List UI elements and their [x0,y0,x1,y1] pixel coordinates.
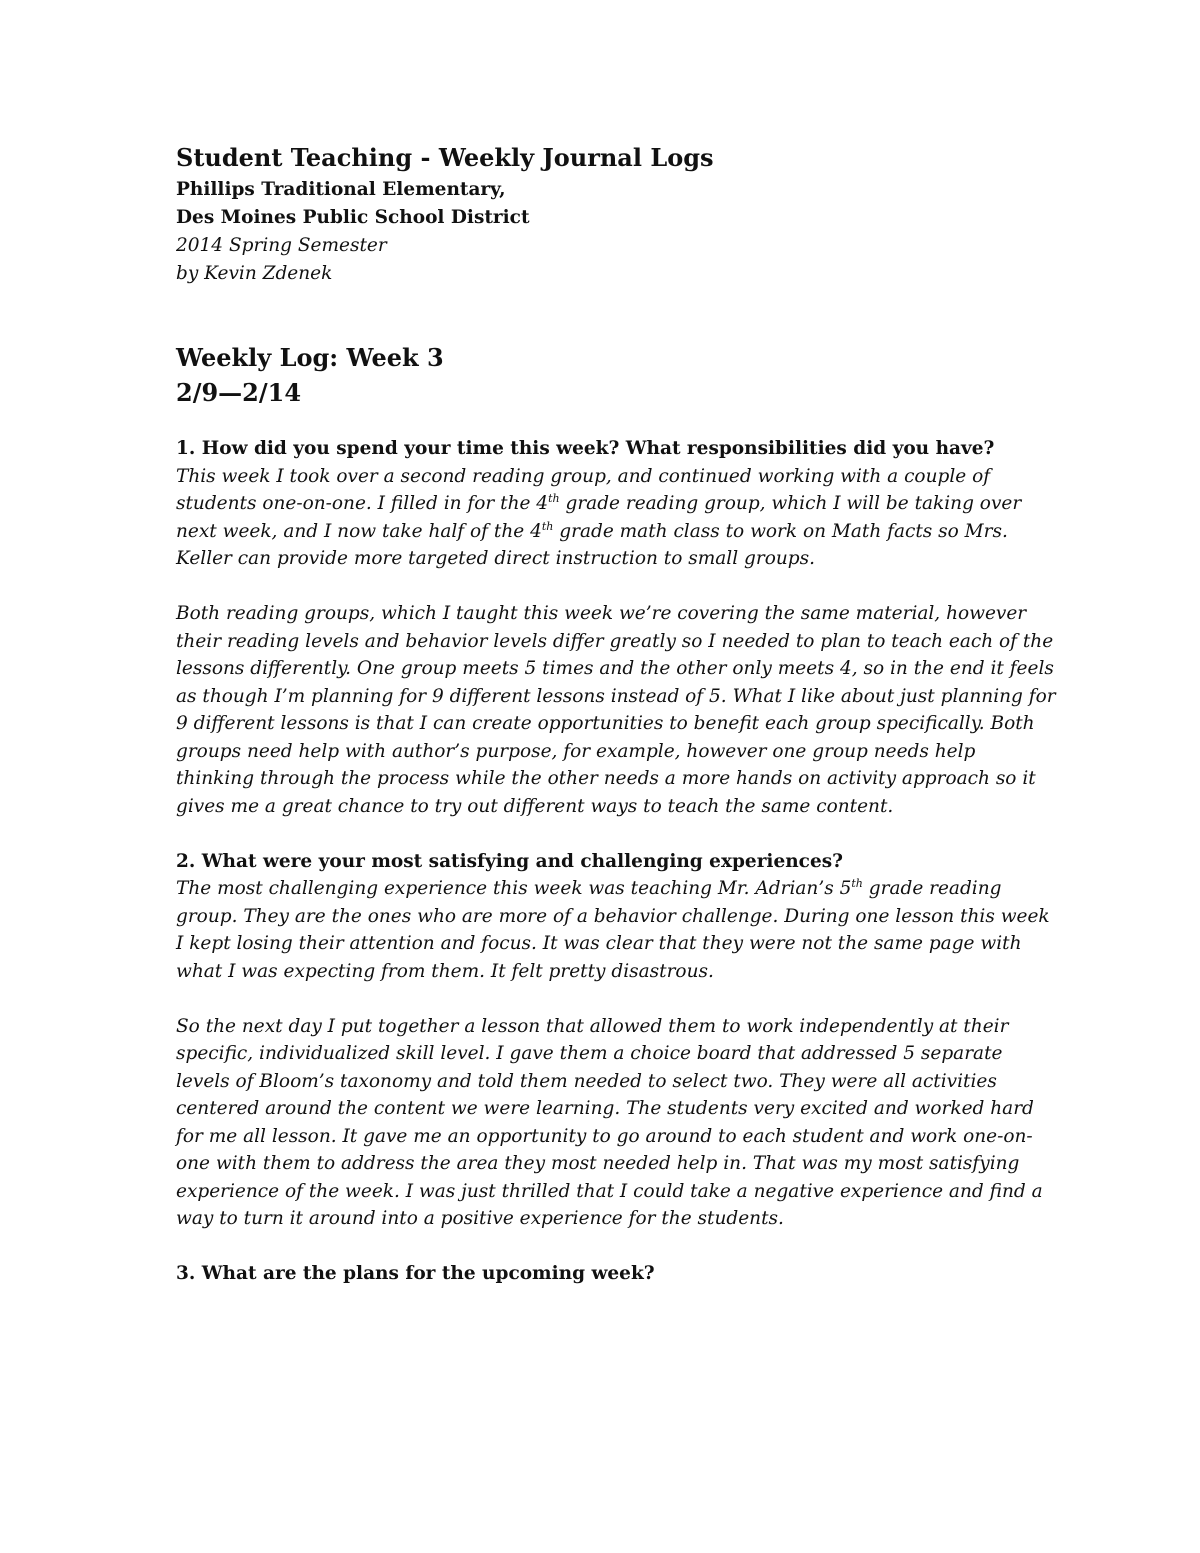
question-2: 2. What were your most satisfying and challenging experiences? [176,850,843,872]
week-dates: 2/9—2/14 [176,378,302,407]
answer-2-paragraph-2: So the next day I put together a lesson that allowed them to work independently at their specific, individualized skill level. I gave them a choice board that addressed 5 separate levels of Bloom’s taxonomy and told them needed to select two. They were all activities centered around the content we were learning. The students very excited and worked hard for me all lesson. It gave me an opportunity to go around to each student and work one-on-one with them to address the area they most needed help in. That was my most satisfying experience of the week. I was just thrilled that I could take a negative experience and find a way to turn it around into a positive experience for the students. [176,1015,1043,1229]
semester: 2014 Spring Semester [176,235,387,256]
answer-2-paragraph-1: The most challenging experience this week was teaching Mr. Adrian’s 5th grade reading group. They are the ones who are more of a behavior challenge. During one lesson this week I kept losing their attention and focus. It was clear that they were not the same page with what I was expecting from them. It felt pretty disastrous. [176,876,1050,982]
journal-page [176,140,1056,1288]
question-3: 3. What are the plans for the upcoming week? [176,1263,655,1284]
district-name: Des Moines Public School District [176,207,530,228]
document-title: Student Teaching - Weekly Journal Logs [176,143,714,172]
question-1: 1. How did you spend your time this week? What responsibilities did you have? [176,438,995,459]
author: by Kevin Zdenek [176,263,333,284]
week-title: Weekly Log: Week 3 [176,343,444,372]
answer-1-paragraph-2: Both reading groups, which I taught this week we’re covering the same material, however their reading levels and behavior levels differ greatly so I needed to plan to teach each of the lessons differently. One group meets 5 times and the other only meets 4, so in the end it feels as though I’m planning for 9 different lessons instead of 5. What I like about just planning for 9 different lessons is that I can create opportunities to benefit each group specifically. Both groups need help with author’s purpose, for example, however one group needs help thinking through the process while the other needs a more hands on activity approach so it gives me a great chance to try out different ways to teach the same content. [176,603,1056,817]
school-name: Phillips Traditional Elementary, [176,179,506,200]
answer-1-paragraph-1: This week I took over a second reading group, and continued working with a couple of students one-on-one. I filled in for the 4th grade reading group, which I will be taking over next week, and I now take half of the 4th grade math class to work on Math facts so Mrs. Keller can provide more targeted direct instruction to small groups. [176,465,1022,569]
